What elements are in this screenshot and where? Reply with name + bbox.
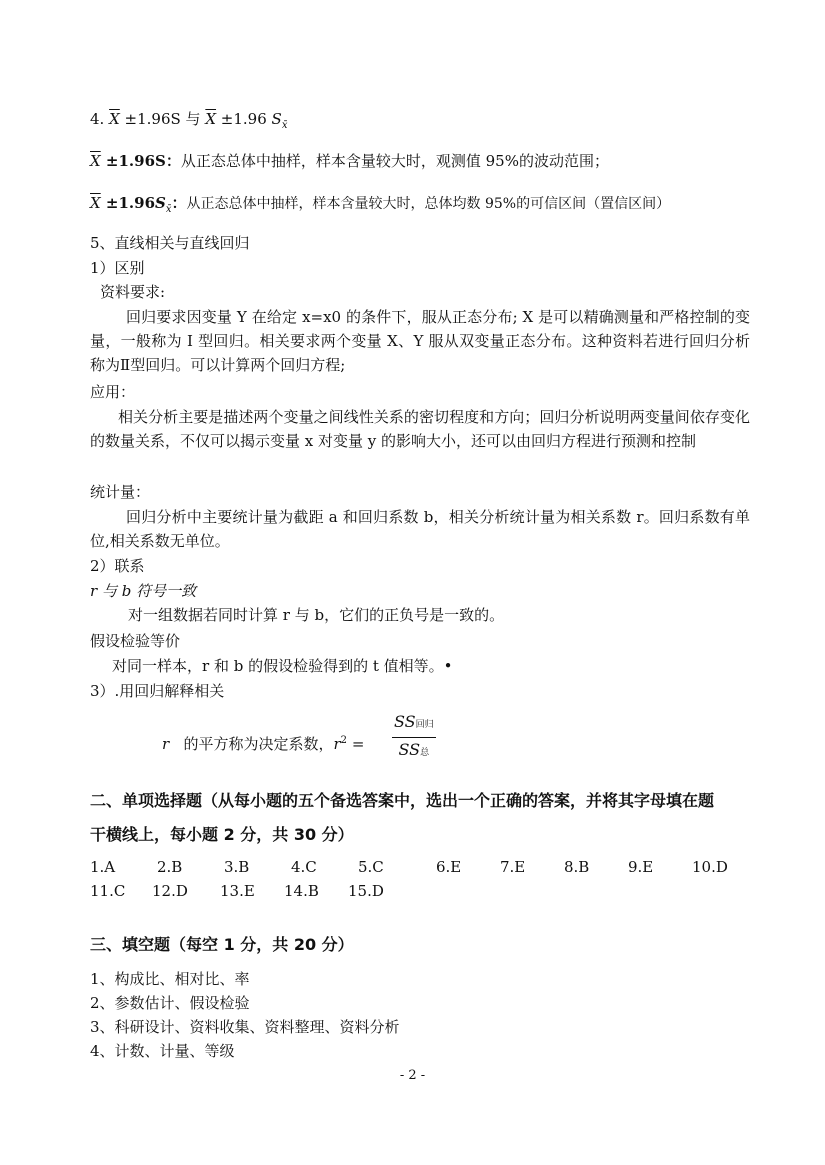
colon: ：	[171, 194, 187, 212]
answer-item: 10.D	[692, 858, 728, 876]
connection-heading: 2）联系	[90, 557, 145, 575]
section-3-title: 三、填空题（每空 1 分，共 20 分）	[90, 935, 354, 954]
fraction-denominator	[397, 740, 432, 763]
definition-2	[90, 192, 750, 221]
subscript: x̄	[165, 204, 172, 215]
difference-heading: 1）区别	[90, 259, 145, 277]
x-bar-symbol: $\overline{X}$	[90, 152, 101, 170]
answer-row-1	[90, 856, 742, 878]
fill-answer-1: 1、构成比、相对比、率	[90, 970, 250, 988]
answer-item: 14.B	[284, 882, 319, 900]
answer-item: 9.E	[628, 858, 654, 876]
explain-heading: 3）.用回归解释相关	[90, 682, 225, 700]
subscript: 总	[420, 748, 430, 758]
determination-fraction	[392, 712, 436, 763]
sign-label: r 与 b 符号一致	[90, 582, 197, 600]
subscript: x̄	[281, 120, 288, 131]
application-label: 应用：	[90, 383, 136, 401]
r-symbol: r	[162, 735, 170, 753]
item-4-text-2: ±1.96	[216, 110, 272, 128]
sign-text: 对一组数据若同时计算 r 与 b，它们的正负号是一致的。	[128, 606, 505, 624]
definition-text: 从正态总体中抽样，样本含量较大时，观测值 95%的波动范围；	[180, 152, 609, 170]
hypothesis-label: 假设检验等价	[90, 632, 181, 650]
definition-term: ±1.96	[100, 194, 156, 212]
r-symbol: r	[333, 735, 341, 753]
answer-item: 6.E	[436, 858, 462, 876]
item-4-heading	[90, 108, 750, 137]
statistics-label: 统计量：	[90, 483, 151, 501]
subscript: 回归	[415, 720, 434, 730]
section-2-title-line-1: 二、单项选择题（从每小题的五个备选答案中，选出一个正确的答案，并将其字母填在题	[90, 791, 715, 810]
superscript: 2	[340, 735, 348, 746]
answer-item: 4.C	[291, 858, 317, 876]
answer-item: 13.E	[220, 882, 255, 900]
definition-1	[90, 150, 750, 172]
item-4-number: 4.	[90, 110, 105, 128]
answer-item: 2.B	[157, 858, 183, 876]
answer-item: 3.B	[224, 858, 250, 876]
data-requirement-label: 资料要求:	[100, 283, 166, 301]
statistics-text: 回归分析中主要统计量为截距 a 和回归系数 b，相关分析统计量为相关系数 r。回归系数有单位,相关系数无单位。	[90, 508, 750, 550]
answer-item: 8.B	[564, 858, 590, 876]
answer-item: 11.C	[90, 882, 126, 900]
ss-symbol: SS	[394, 712, 416, 731]
ss-symbol: SS	[398, 740, 421, 759]
answer-item: 5.C	[358, 858, 384, 876]
hypothesis-text: 对同一样本，r 和 b 的假设检验得到的 t 值相等。•	[112, 657, 453, 675]
equals-sign: =	[347, 735, 365, 753]
formula-line	[162, 730, 750, 755]
fraction-numerator	[392, 712, 436, 735]
answer-row-2	[90, 880, 408, 902]
page-number: - 2 -	[399, 1068, 426, 1083]
x-bar-symbol: $\overline{X}$	[90, 194, 101, 212]
answer-item: 15.D	[348, 882, 384, 900]
data-requirement-text: 回归要求因变量 Y 在给定 x=x0 的条件下，服从正态分布; X 是可以精确测量和严格控制的变量，一般称为 I 型回归。相关要求两个变量 X、Y 服从双变量正态分布。这种资料若进行回归分析称为Ⅱ型回归。可以计算两个回归方程;	[90, 308, 750, 374]
definition-term: ±1.96S：	[100, 152, 181, 170]
x-bar-symbol: $\overline{X}$	[205, 110, 217, 128]
definition-text: 从正态总体中抽样，样本含量较大时，总体均数 95%的可信区间（置信区间）	[186, 196, 671, 212]
fill-answer-2: 2、参数估计、假设检验	[90, 994, 250, 1012]
item-4-text-1: ±1.96S 与	[119, 110, 206, 128]
section-5-heading: 5、直线相关与直线回归	[90, 234, 250, 252]
fraction-bar	[392, 737, 436, 738]
answer-item: 1.A	[90, 858, 116, 876]
answer-item: 12.D	[152, 882, 188, 900]
formula-text: 的平方称为决定系数，	[183, 735, 334, 753]
s-symbol: S	[155, 194, 166, 212]
s-symbol: S	[271, 110, 282, 128]
application-text: 相关分析主要是描述两个变量之间线性关系的密切程度和方向；回归分析说明两变量间依存变化的数量关系，不仅可以揭示变量 x 对变量 y 的影响大小，还可以由回归方程进行预测和控制	[90, 408, 750, 450]
fill-answer-3: 3、科研设计、资料收集、资料整理、资料分析	[90, 1018, 400, 1036]
section-2-title-line-2: 干横线上，每小题 2 分，共 30 分）	[90, 825, 354, 844]
answer-item: 7.E	[500, 858, 526, 876]
fill-answer-4: 4、计数、计量、等级	[90, 1042, 235, 1060]
x-bar-symbol: $\overline{X}$	[109, 110, 120, 128]
